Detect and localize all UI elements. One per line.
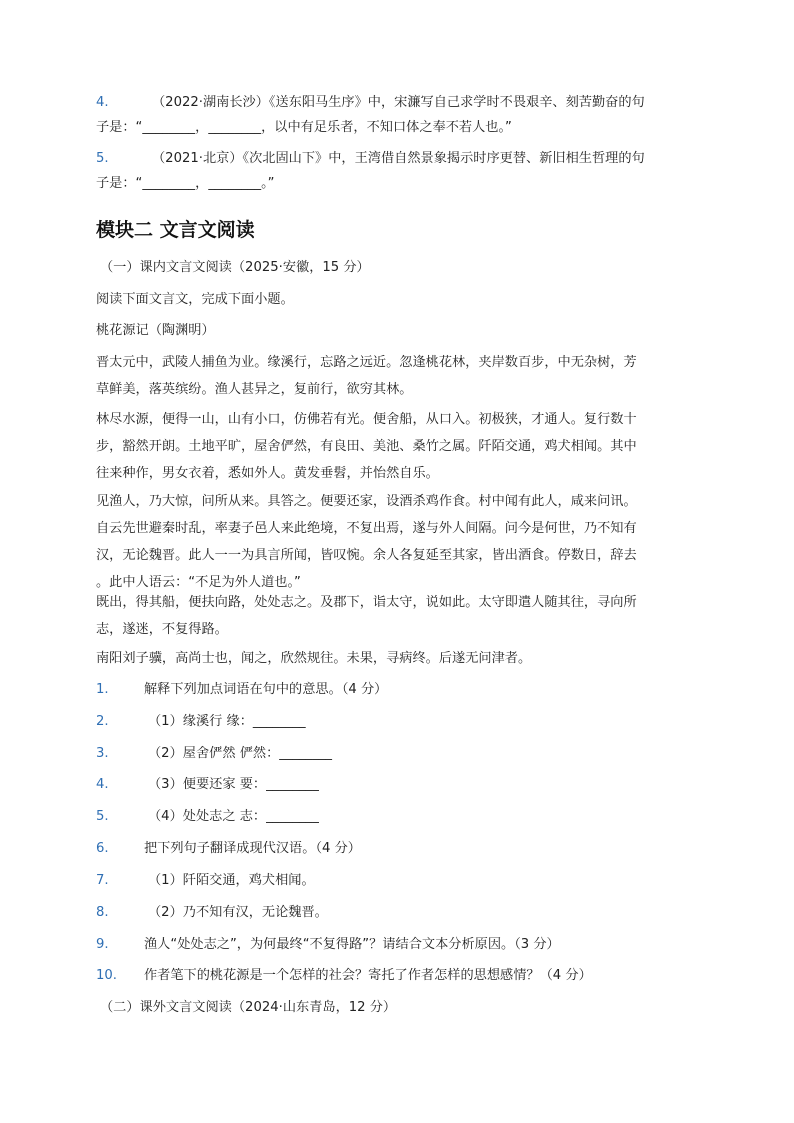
passage-paragraph: 林尽水源，便得一山，山有小口，仿佛若有光。便舍船，从口入。初极狭，才通人。复行数十 步，豁然开朗。土地平旷，屋舍俨然，有良田、美池、桑竹之属。阡陌交通，鸡犬相闻。其中 往来种作，男女衣着，悉如外人。黄发垂髫，并怡然自乐。 <box>96 412 637 481</box>
page: 4. （2022·湖南长沙）《送东阳马生序》中，宋濂写自己求学时不畏艰辛、刻苦勤奋的句 子是：“________，________，以中有足乐者，不知口体之奉不若人也。” 5. （2021·北京）《次北固山下》中，王湾借自然景象揭示时序更替、新旧相生哲理的句 子是：“________，________。” 模块二 文言文阅读 （一）课内文言文阅读（2025·安徽，15 分） 阅读下面文言文，完成下面小题。 桃花源记（陶渊明） 晋太元中，武陵人捕鱼为业。缘溪行，忘路之远近。忽逢桃花林，夹岸数百步，中无杂树，芳 草鲜美，落英缤纷。渔人甚异之，复前行，欲穷其林。 林尽水源，便得一山，山有小口，仿佛若有光。便舍船，从口入。初极狭，才通人。复行数十 步，豁然开朗。土地平旷，屋舍俨然，有良田、美池、桑竹之属。阡陌交通，鸡犬相闻。其中 往来种作，男女衣着，悉如外人。黄发垂髫，并怡然自乐。 见渔人，乃大惊，问所从来。具答之。便要还家，设酒杀鸡作食。村中闻有此人，咸来问讯。 自云先世避秦时乱，率妻子邑人来此绝境，不复出焉，遂与外人间隔。问今是何世，乃不知有 汉，无论魏晋。此人一一为具言所闻，皆叹惋。余人各复延至其家，皆出酒食。停数日，辞去 。此中人语云：“不足为外人道也。” 既出，得其船，便扶向路，处处志之。及郡下，诣太守，说如此。太守即遣人随其往，寻向所 志，遂迷，不复得路。 南阳刘子骥，高尚士也，闻之，欣然规往。未果，寻病终。后遂无问津者。 1. 解释下列加点词语在句中的意思。（4 分） 2. （1）缘溪行 缘：________ 3. （2）屋舍俨然 俨然：________ 4. （3）便要还家 要：________ 5. （4）处处志之 志：________ 6. 把下列句子翻译成现代汉语。（4 分） 7. （1）阡陌交通，鸡犬相闻。 8. （2）乃不知有汉，无论魏晋。 9. 渔人“处处志之”，为何最终“不复得路”？请结合文本分析原因。（3 分） 10. 作者笔下的桃花源是一个怎样的社会？寄托了作者怎样的思想感情？（4 分） （二）课外文言文阅读（2024·山东青岛，12 分） <box>0 0 794 1123</box>
passage-paragraph: 既出，得其船，便扶向路，处处志之。及郡下，诣太守，说如此。太守即遣人随其往，寻向所 志，遂迷，不复得路。 <box>96 595 637 637</box>
question-text-line1: （2022·湖南长沙）《送东阳马生序》中，宋濂写自己求学时不畏艰辛、刻苦勤奋的句 <box>152 95 645 110</box>
question-number: 5. <box>96 151 109 166</box>
question-text-line2: 子是：“________，________，以中有足乐者，不知口体之奉不若人也。” <box>96 120 512 135</box>
question-text-line1: （2021·北京）《次北固山下》中，王湾借自然景象揭示时序更替、新旧相生哲理的句 <box>152 151 645 166</box>
instruction-text: 阅读下面文言文，完成下面小题。 <box>96 292 294 307</box>
question-number: 4. <box>96 95 109 110</box>
fill-question-5 <box>96 148 706 195</box>
section-title: （二）课外文言文阅读（2024·山东青岛，12 分） <box>100 1000 397 1015</box>
passage-paragraph: 见渔人，乃大惊，问所从来。具答之。便要还家，设酒杀鸡作食。村中闻有此人，咸来问讯。 自云先世避秦时乱，率妻子邑人来此绝境，不复出焉，遂与外人间隔。问今是何世，乃不知有 汉，无论魏晋。此人一一为具言所闻，皆叹惋。余人各复延至其家，皆出酒食。停数日，辞去 。此中人语云：“不足为外人道也。” <box>96 494 637 590</box>
fill-question-4 <box>96 92 706 139</box>
text-title: 桃花源记（陶渊明） <box>96 323 215 338</box>
passage-paragraph: 晋太元中，武陵人捕鱼为业。缘溪行，忘路之远近。忽逢桃花林，夹岸数百步，中无杂树，芳 草鲜美，落英缤纷。渔人甚异之，复前行，欲穷其林。 <box>96 355 637 397</box>
module-heading: 模块二 文言文阅读 <box>96 219 255 241</box>
question-text-line2: 子是：“________，________。” <box>96 176 275 191</box>
section-title: （一）课内文言文阅读（2025·安徽，15 分） <box>100 260 370 275</box>
passage-paragraph: 南阳刘子骥，高尚士也，闻之，欣然规往。未果，寻病终。后遂无问津者。 <box>96 651 532 666</box>
